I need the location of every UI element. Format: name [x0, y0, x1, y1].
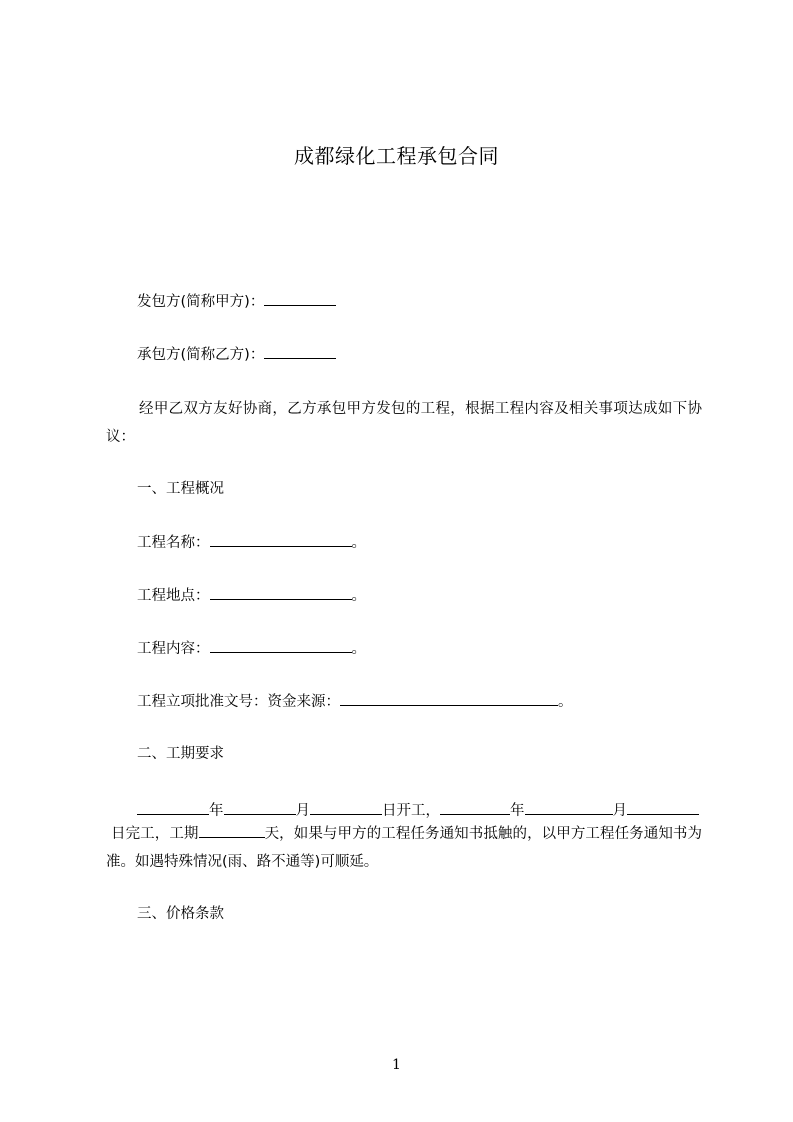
project-location-blank[interactable] [210, 584, 352, 600]
project-content-blank[interactable] [210, 637, 352, 653]
party-a-line [137, 290, 336, 313]
party-b-blank[interactable] [264, 343, 336, 359]
project-content-line [137, 637, 366, 660]
finish-month-label: 月 [612, 803, 627, 819]
project-content-label: 工程内容： [137, 641, 210, 657]
start-month-label: 月 [295, 803, 310, 819]
party-a-blank[interactable] [264, 290, 336, 306]
duration-blank[interactable] [199, 822, 265, 838]
project-name-end-mark: 。 [351, 535, 366, 551]
schedule-line-1 [137, 799, 699, 822]
approval-line [137, 690, 573, 713]
start-year-label: 年 [209, 803, 224, 819]
finish-year-label: 年 [510, 803, 525, 819]
party-b-label: 承包方(简称乙方)： [137, 347, 265, 363]
party-a-label: 发包方(简称甲方)： [137, 294, 265, 310]
finish-year-blank[interactable] [440, 799, 510, 815]
start-month-blank[interactable] [224, 799, 296, 815]
party-b-line [137, 343, 336, 366]
section-3-heading: 三、价格条款 [137, 906, 224, 922]
start-day-blank[interactable] [310, 799, 382, 815]
project-location-label: 工程地点： [137, 588, 210, 604]
approval-end-mark: 。 [558, 694, 573, 710]
document-title: 成都绿化工程承包合同 [294, 144, 499, 168]
project-content-end-mark: 。 [351, 641, 366, 657]
intro-paragraph: 经甲乙双方友好协商，乙方承包甲方发包的工程，根据工程内容及相关事项达成如下协议： [106, 401, 702, 445]
section-1-heading: 一、工程概况 [137, 481, 224, 497]
section-2-heading: 二、工期要求 [137, 746, 224, 762]
project-location-end-mark: 。 [351, 588, 366, 604]
start-day-label: 日开工， [382, 803, 440, 819]
finish-text: 日完工，工期 [111, 826, 199, 842]
project-location-line [137, 584, 366, 607]
page-number: 1 [392, 1057, 401, 1073]
project-name-blank[interactable] [210, 531, 352, 547]
start-year-blank[interactable] [137, 799, 209, 815]
project-name-label: 工程名称： [137, 535, 210, 551]
finish-day-blank[interactable] [627, 799, 699, 815]
finish-month-blank[interactable] [525, 799, 613, 815]
approval-label: 工程立项批准文号：资金来源： [137, 694, 340, 710]
approval-blank[interactable] [340, 690, 558, 706]
duration-text: 天，如果与甲方的工程任务通知书抵触的，以甲方工程任务通知书为准。如遇特殊情况(雨、路不通等)可顺延。 [106, 826, 702, 870]
project-name-line [137, 531, 366, 554]
schedule-paragraph [106, 820, 702, 876]
